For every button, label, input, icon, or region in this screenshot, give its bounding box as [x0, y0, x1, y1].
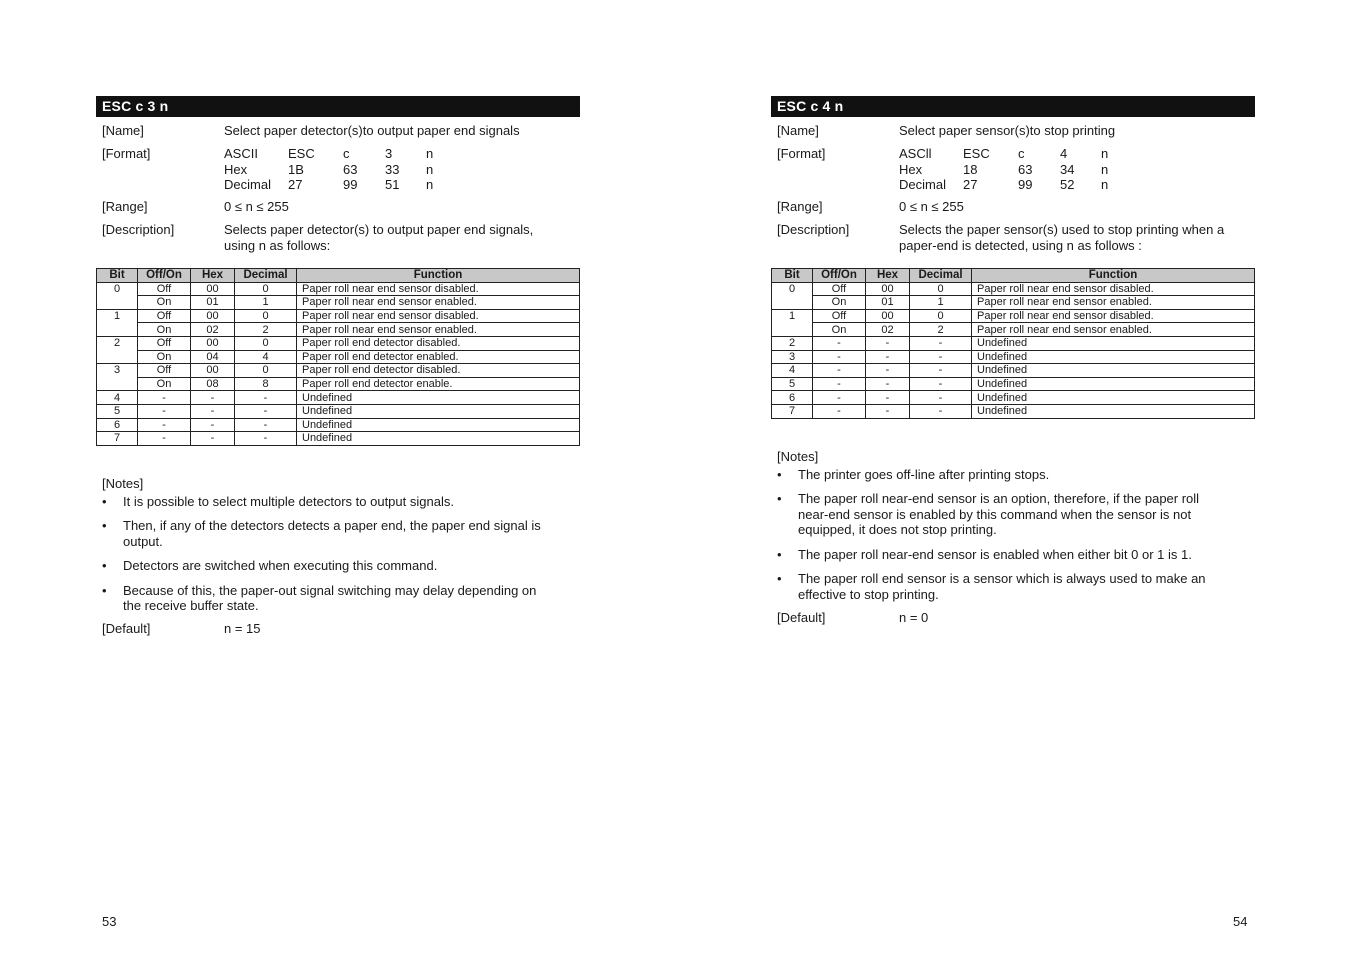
table-cell-function: Undefined [972, 377, 1255, 391]
format-cell: c [343, 146, 350, 161]
format-cell: 27 [963, 177, 978, 192]
bit-function-table [96, 268, 580, 446]
table-cell: On [813, 323, 866, 337]
format-cell: 18 [963, 161, 978, 177]
table-row [772, 309, 1255, 323]
table-cell: 08 [191, 377, 235, 391]
list-item [102, 518, 572, 549]
range-label: [Range] [102, 199, 148, 214]
note-line: The paper roll end sensor is a sensor which is always used to make an [798, 571, 1206, 586]
table-cell-bit: 6 [97, 418, 138, 432]
table-cell-bit: 7 [97, 432, 138, 446]
table-cell: Off [138, 364, 191, 378]
table-row [97, 418, 580, 432]
description-line: using n as follows: [224, 237, 331, 253]
format-cell: n [1101, 146, 1109, 161]
list-item [777, 547, 1247, 563]
bullet-icon: • [777, 491, 782, 506]
format-cell: 63 [343, 161, 358, 177]
table-cell: On [813, 296, 866, 310]
description-label: [Description] [777, 222, 850, 237]
table-cell: - [813, 364, 866, 378]
bullet-icon: • [102, 558, 107, 573]
format-label: [Format] [777, 146, 826, 161]
table-cell-bit: 4 [772, 364, 813, 378]
column-header-bit: Bit [772, 269, 813, 283]
default-label: [Default] [102, 621, 151, 636]
table-cell: - [813, 336, 866, 350]
column-header-decimal: Decimal [235, 269, 297, 283]
page-54 [675, 0, 1350, 954]
table-cell: - [235, 418, 297, 432]
notes-label: [Notes] [102, 476, 144, 491]
table-cell-function: Undefined [972, 391, 1255, 405]
note-line: near-end sensor is enabled by this command when the sensor is not [798, 506, 1192, 522]
table-cell-function: Paper roll end detector disabled. [297, 336, 580, 350]
table-cell: Off [138, 309, 191, 323]
name-value: Select paper detector(s)to output paper end signals [224, 123, 520, 138]
name-label: [Name] [102, 123, 144, 138]
column-header-bit: Bit [97, 269, 138, 283]
format-row-hex [224, 162, 564, 178]
table-cell: - [138, 391, 191, 405]
default-section [102, 621, 402, 637]
format-cell: Hex [224, 161, 248, 177]
table-cell: On [138, 350, 191, 364]
table-cell-bit: 5 [772, 377, 813, 391]
name-label: [Name] [777, 123, 819, 138]
table-header-row [97, 269, 580, 283]
table-cell-bit: 5 [97, 404, 138, 418]
table-cell-function: Paper roll near end sensor enabled. [972, 323, 1255, 337]
bullet-icon: • [777, 546, 782, 562]
note-line: Because of this, the paper-out signal switching may delay depending on [123, 582, 537, 598]
range-label: [Range] [777, 199, 823, 214]
table-cell-bit: 1 [97, 309, 138, 336]
description-value [224, 222, 564, 253]
table-cell: 00 [191, 282, 235, 296]
bullet-icon: • [102, 582, 107, 598]
table-cell: 8 [235, 377, 297, 391]
format-cell: ESC [288, 146, 315, 161]
table-cell-bit: 1 [772, 309, 813, 336]
range-section [102, 199, 572, 215]
table-cell: - [138, 418, 191, 432]
table-row [772, 377, 1255, 391]
table-cell: 0 [235, 282, 297, 296]
list-item [777, 571, 1247, 602]
table-cell: - [235, 432, 297, 446]
table-row [97, 309, 580, 323]
table-row [772, 282, 1255, 296]
column-header-hex: Hex [191, 269, 235, 283]
table-cell: Off [813, 282, 866, 296]
table-cell-bit: 3 [772, 350, 813, 364]
format-cell: n [1101, 177, 1109, 192]
table-cell: - [138, 432, 191, 446]
table-cell: - [866, 377, 910, 391]
table-cell: - [866, 350, 910, 364]
format-cell: 27 [288, 177, 303, 192]
format-row-decimal [899, 177, 1239, 193]
command-title-bar: ESC c 3 n [96, 96, 580, 117]
table-cell: - [813, 391, 866, 405]
range-section [777, 199, 1247, 215]
column-header-off-on: Off/On [138, 269, 191, 283]
description-section [777, 222, 1247, 254]
format-cell: 51 [385, 177, 400, 192]
table-cell: 0 [910, 309, 972, 323]
table-cell-function: Undefined [297, 391, 580, 405]
name-section [102, 123, 572, 139]
table-row [97, 377, 580, 391]
note-line: output. [123, 533, 163, 549]
format-cell: ASCll [899, 146, 932, 161]
note-line: Detectors are switched when executing this command. [123, 558, 438, 573]
table-row [772, 336, 1255, 350]
page-number: 53 [102, 914, 117, 929]
description-line: paper-end is detected, using n as follows : [899, 237, 1142, 253]
table-cell-function: Undefined [297, 404, 580, 418]
format-cell: 34 [1060, 161, 1075, 177]
default-section [777, 610, 1077, 626]
table-row [772, 364, 1255, 378]
description-line: Selects the paper sensor(s) used to stop printing when a [899, 222, 1225, 237]
table-cell: 0 [235, 336, 297, 350]
notes-section [777, 449, 1247, 611]
table-cell: 1 [235, 296, 297, 310]
format-row-decimal [224, 177, 564, 193]
name-section [777, 123, 1247, 139]
table-row [772, 350, 1255, 364]
note-line: Then, if any of the detectors detects a paper end, the paper end signal is [123, 518, 541, 533]
table-cell-function: Paper roll near end sensor enabled. [972, 296, 1255, 310]
table-cell: Off [138, 282, 191, 296]
note-line: the receive buffer state. [123, 598, 259, 613]
bullet-icon: • [777, 466, 782, 482]
table-row [97, 391, 580, 405]
bullet-icon: • [102, 493, 107, 509]
notes-list [777, 467, 1247, 603]
page-53 [0, 0, 675, 954]
table-cell: 00 [866, 282, 910, 296]
table-cell: 2 [235, 323, 297, 337]
format-cell: 1B [288, 161, 304, 177]
table-cell: 2 [910, 323, 972, 337]
list-item [102, 583, 572, 614]
notes-label: [Notes] [777, 449, 819, 464]
bullet-icon: • [777, 571, 782, 586]
table-cell-function: Undefined [297, 418, 580, 432]
table-row [97, 350, 580, 364]
column-header-function: Function [972, 269, 1255, 283]
format-cell: Decimal [899, 177, 946, 192]
format-cell: n [426, 161, 434, 177]
table-cell-bit: 4 [97, 391, 138, 405]
format-section [102, 146, 572, 194]
table-cell-bit: 7 [772, 404, 813, 418]
table-cell-bit: 0 [772, 282, 813, 309]
list-item [777, 467, 1247, 483]
table-cell: 02 [866, 323, 910, 337]
table-cell: - [910, 404, 972, 418]
description-label: [Description] [102, 222, 175, 237]
note-line: equipped, it does not stop printing. [798, 522, 997, 537]
page-number: 54 [1233, 914, 1248, 929]
table-cell: 0 [235, 364, 297, 378]
column-header-decimal: Decimal [910, 269, 972, 283]
format-cell: n [426, 177, 434, 192]
name-value: Select paper sensor(s)to stop printing [899, 123, 1116, 138]
table-row [97, 282, 580, 296]
table-cell: 01 [866, 296, 910, 310]
table-cell: Off [813, 309, 866, 323]
column-header-off-on: Off/On [813, 269, 866, 283]
format-table [224, 146, 564, 193]
format-cell: Decimal [224, 177, 271, 192]
bit-function-table [771, 268, 1255, 419]
format-cell: 4 [1060, 146, 1068, 161]
note-line: effective to stop printing. [798, 586, 939, 602]
table-cell: On [138, 377, 191, 391]
table-cell-function: Paper roll end detector enabled. [297, 350, 580, 364]
table-row [772, 323, 1255, 337]
notes-list [102, 494, 572, 614]
format-cell: 63 [1018, 161, 1033, 177]
format-cell: n [1101, 161, 1109, 177]
table-cell: 02 [191, 323, 235, 337]
table-cell: 00 [191, 336, 235, 350]
table-row [97, 323, 580, 337]
note-line: It is possible to select multiple detectors to output signals. [123, 493, 454, 509]
column-header-function: Function [297, 269, 580, 283]
table-cell-function: Undefined [972, 404, 1255, 418]
command-title-bar: ESC c 4 n [771, 96, 1255, 117]
table-cell: - [191, 404, 235, 418]
notes-section [102, 476, 572, 623]
format-cell: 99 [1018, 177, 1033, 192]
format-cell: ESC [963, 146, 990, 161]
table-cell: - [191, 418, 235, 432]
format-table [899, 146, 1239, 193]
table-cell: 01 [191, 296, 235, 310]
format-cell: 99 [343, 177, 358, 192]
description-line: Selects paper detector(s) to output paper end signals, [224, 222, 534, 237]
table-cell: Off [138, 336, 191, 350]
default-value: n = 0 [899, 610, 929, 625]
description-section [102, 222, 572, 254]
table-cell: 00 [191, 364, 235, 378]
format-row-ascii [224, 146, 564, 162]
table-cell: 1 [910, 296, 972, 310]
range-value: 0 ≤ n ≤ 255 [224, 199, 289, 214]
table-cell: - [866, 336, 910, 350]
table-row [772, 404, 1255, 418]
range-value: 0 ≤ n ≤ 255 [899, 199, 964, 214]
format-cell: ASCII [224, 146, 258, 161]
table-row [97, 432, 580, 446]
table-cell: - [866, 364, 910, 378]
format-label: [Format] [102, 146, 151, 161]
format-cell: n [426, 146, 434, 161]
list-item [102, 558, 572, 574]
table-cell: On [138, 296, 191, 310]
table-cell: - [813, 404, 866, 418]
format-cell: 3 [385, 146, 393, 161]
format-section [777, 146, 1247, 194]
table-cell-function: Paper roll near end sensor disabled. [972, 309, 1255, 323]
table-row [97, 404, 580, 418]
table-cell: - [910, 336, 972, 350]
table-cell-bit: 2 [772, 336, 813, 350]
table-cell: - [910, 350, 972, 364]
table-cell: 4 [235, 350, 297, 364]
table-cell: 00 [866, 309, 910, 323]
format-row-hex [899, 162, 1239, 178]
table-cell: - [235, 404, 297, 418]
table-row [97, 336, 580, 350]
table-cell-function: Paper roll near end sensor enabled. [297, 296, 580, 310]
table-cell-function: Paper roll end detector disabled. [297, 364, 580, 378]
table-cell: 04 [191, 350, 235, 364]
table-cell-function: Undefined [972, 336, 1255, 350]
table-row [772, 391, 1255, 405]
table-cell: 0 [910, 282, 972, 296]
table-cell: - [191, 391, 235, 405]
table-cell-bit: 2 [97, 336, 138, 363]
table-cell: - [866, 404, 910, 418]
table-cell-function: Paper roll near end sensor disabled. [972, 282, 1255, 296]
table-cell: - [813, 377, 866, 391]
format-row-ascii [899, 146, 1239, 162]
table-cell-function: Paper roll near end sensor disabled. [297, 309, 580, 323]
note-line: The paper roll near-end sensor is enabled when either bit 0 or 1 is 1. [798, 546, 1192, 562]
description-value [899, 222, 1249, 253]
default-value: n = 15 [224, 621, 261, 636]
table-cell: - [910, 377, 972, 391]
column-header-hex: Hex [866, 269, 910, 283]
format-cell: 52 [1060, 177, 1075, 192]
table-cell-function: Undefined [297, 432, 580, 446]
note-line: The printer goes off-line after printing stops. [798, 466, 1050, 482]
table-header-row [772, 269, 1255, 283]
table-cell: 00 [191, 309, 235, 323]
table-cell-function: Undefined [972, 364, 1255, 378]
bullet-icon: • [102, 518, 107, 533]
table-cell: - [866, 391, 910, 405]
table-row [97, 364, 580, 378]
list-item [102, 494, 572, 510]
table-cell: - [235, 391, 297, 405]
table-row [772, 296, 1255, 310]
table-cell-bit: 6 [772, 391, 813, 405]
table-cell: - [910, 391, 972, 405]
table-cell: - [138, 404, 191, 418]
table-row [97, 296, 580, 310]
format-cell: c [1018, 146, 1025, 161]
table-cell: - [191, 432, 235, 446]
table-cell: On [138, 323, 191, 337]
table-cell: - [813, 350, 866, 364]
table-cell: 0 [235, 309, 297, 323]
table-cell-function: Paper roll near end sensor enabled. [297, 323, 580, 337]
table-cell-bit: 3 [97, 364, 138, 391]
table-cell-bit: 0 [97, 282, 138, 309]
note-line: The paper roll near-end sensor is an option, therefore, if the paper roll [798, 491, 1200, 506]
default-label: [Default] [777, 610, 826, 625]
table-cell-function: Paper roll end detector enable. [297, 377, 580, 391]
table-cell-function: Undefined [972, 350, 1255, 364]
list-item [777, 491, 1247, 538]
format-cell: Hex [899, 161, 923, 177]
table-cell-function: Paper roll near end sensor disabled. [297, 282, 580, 296]
table-cell: - [910, 364, 972, 378]
format-cell: 33 [385, 161, 400, 177]
